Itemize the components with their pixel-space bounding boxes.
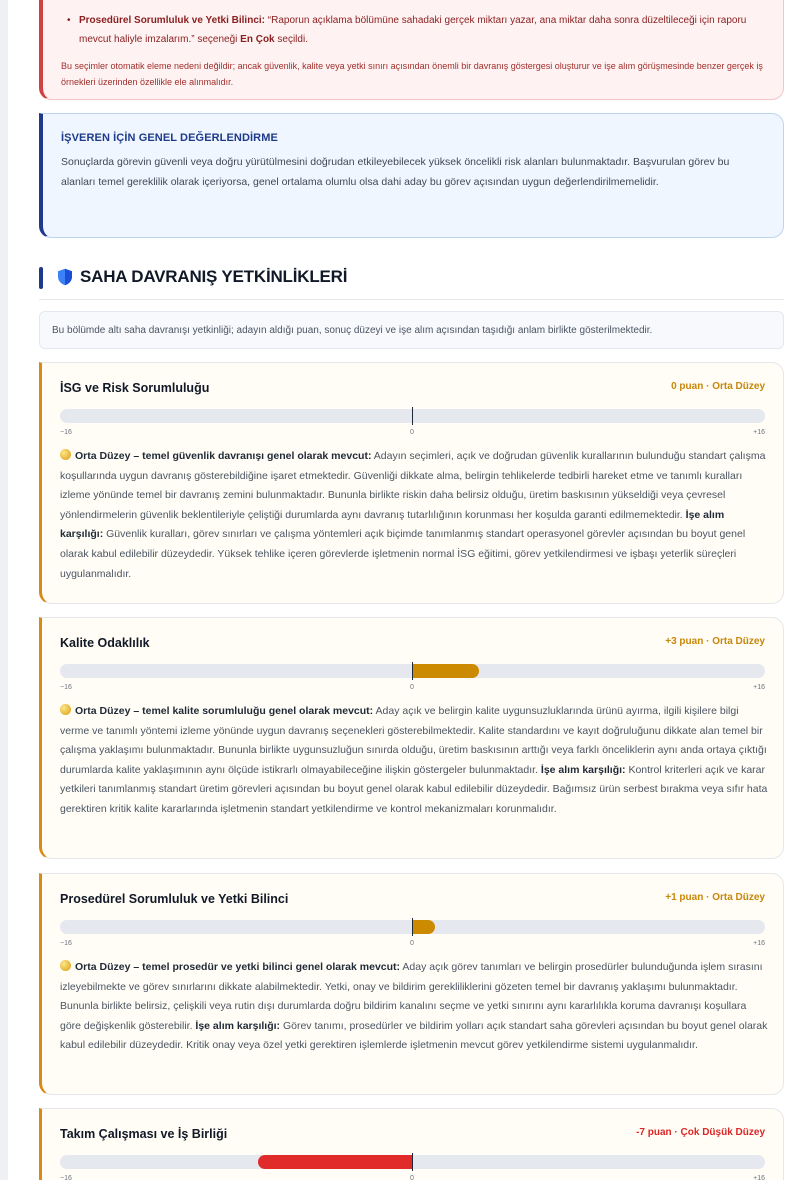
score-bar-zero-line <box>412 662 413 680</box>
critical-choices-alert <box>39 0 784 100</box>
scale-min-label: −16 <box>60 429 72 436</box>
score-bar <box>60 1155 765 1169</box>
shield-icon <box>57 268 73 286</box>
competency-title: İSG ve Risk Sorumluluğu <box>60 381 210 395</box>
competency-card <box>39 362 784 604</box>
competency-title: Kalite Odaklılık <box>60 636 150 650</box>
level-text: Adayın seçimleri, açık ve doğrudan güvenlik kurallarının bulunduğu standart çalışma koşullarında uygun davranış gösterebildiğine işaret etmektedir. Güvenliği dikkate alma, belirgin tehlikelerde tedbirli hareket etme ve tanımlı kuralları izleme yönünde temel bir davranış zemini bulunmaktadır. Bununla birlikte riskin daha belirsiz olduğu, üretim baskısının yükseldiği veya çevresel yönlendirmelerin güvenlik beklentileriyle çeliştiği durumlarda aynı davranış tutarlılığının korunması her koşulda garanti edilmemektedir. <box>60 450 766 521</box>
scale-max-label: +16 <box>753 940 765 947</box>
hire-text: Görev tanımı, prosedürler ve bildirim yolları açık standart saha görevleri açısından bu boyut genel olarak kabul edilebilir düzeydedir. Kritik onay veya özel yetki gerektiren işlemlerde işletmenin mevcut görev yetkilendirme sistemi uygulanmalıdır. <box>60 1019 768 1052</box>
level-heading: Orta Düzey – temel kalite sorumluluğu genel olarak mevcut: <box>75 705 374 717</box>
score-scale <box>60 940 765 950</box>
score-bar <box>60 409 765 423</box>
scale-max-label: +16 <box>753 1175 765 1180</box>
scale-min-label: −16 <box>60 684 72 691</box>
hire-text: Kontrol kriterleri açık ve karar yetkileri tanımlanmış standart üretim görevleri açısından bu boyut genel olarak kabul edilebilir düzeydedir. Bağımsız ürün serbest bırakma veya sıfır hata gerektiren kritik kalite kararlarında işletmenin standart yetkilendirme ve kontrol mekanizmaları korunmalıdır. <box>60 763 768 815</box>
employer-assessment-title: İŞVEREN İÇİN GENEL DEĞERLENDİRME <box>61 132 278 144</box>
critical-choice-end: seçildi. <box>274 34 308 45</box>
score-bar-fill <box>413 920 435 934</box>
critical-choice-label: Prosedürel Sorumluluk ve Yetki Bilinci: <box>79 15 265 26</box>
score-bar <box>60 664 765 678</box>
competency-title: Prosedürel Sorumluluk ve Yetki Bilinci <box>60 892 289 906</box>
scale-max-label: +16 <box>753 684 765 691</box>
page-scroll-gutter <box>0 0 8 1180</box>
section-header <box>39 264 784 300</box>
level-dot-icon <box>60 449 71 460</box>
scale-mid-label: 0 <box>410 429 414 436</box>
score-bar-zero-line <box>412 407 413 425</box>
competency-score: +3 puan · Orta Düzey <box>665 636 765 647</box>
competency-score: +1 puan · Orta Düzey <box>665 892 765 903</box>
competency-card <box>39 1108 784 1180</box>
score-bar <box>60 920 765 934</box>
level-text: Aday açık ve belirgin kalite uygunsuzluklarında ürünü ayırma, ilgili kişilere bilgi verme ve tanımlı yöntemi izleme yönünde uygun davranış seçenekleri gösterebilmektedir. Kalite standardını ve kayıt doğruluğunu dikkate alan temel bir çalışma yaklaşımı bulunmaktadır. Bununla birlikte uygunsuzluğun sınırda olduğu, üretim baskısının arttığı veya farklı önceliklerin aynı anda ortaya çıktığı durumlarda kalite yaklaşımının aynı ölçüde istikrarlı olmayabileceğine ilişkin göstergeler bulunmaktadır. <box>60 705 767 776</box>
section-intro: Bu bölümde altı saha davranışı yetkinliği; adayın aldığı puan, sonuç düzeyi ve işe alım açısından taşıdığı anlam birlikte gösterilmektedir. <box>39 311 784 349</box>
employer-assessment-box <box>39 113 784 238</box>
competency-card <box>39 617 784 859</box>
employer-assessment-text: Sonuçlarda görevin güvenli veya doğru yürütülmesini doğrudan etkileyebilecek yüksek öncelikli risk alanları bulunmaktadır. Başvurulan görev bu alanları temel gereklilik olarak içeriyorsa, genel ortalama olumlu olsa dahi aday bu görev açısından uygun değerlendirilmemelidir. <box>61 156 730 188</box>
hire-heading: İşe alım karşılığı: <box>537 763 626 776</box>
score-bar-zero-line <box>412 1153 413 1171</box>
competency-description <box>60 958 768 1056</box>
scale-min-label: −16 <box>60 1175 72 1180</box>
score-scale <box>60 684 765 694</box>
competency-description <box>60 447 768 584</box>
competency-score: 0 puan · Orta Düzey <box>671 381 765 392</box>
level-text: Aday açık görev tanımları ve belirgin prosedürler bulunduğunda işlem sırasını izleyebilmekte ve görev sınırlarını dikkate alabilmektedir. Yetki, onay ve bildirim gerekliliklerini gözeten temel bir davranış yaklaşımı bulunmaktadır. Bununla birlikte belirsiz, çelişkili veya rutin dışı durumlarda doğru bildirim kanalını seçme ve yetki sınırını aynı kararlılıkla koruma davranışı koşullara göre değişkenlik gösterebilir. <box>60 961 763 1032</box>
scale-max-label: +16 <box>753 429 765 436</box>
hire-heading: İşe alım karşılığı: <box>192 1019 281 1032</box>
competency-card <box>39 873 784 1095</box>
scale-mid-label: 0 <box>410 1175 414 1180</box>
competency-description <box>60 702 768 820</box>
scale-mid-label: 0 <box>410 684 414 691</box>
level-heading: Orta Düzey – temel güvenlik davranışı genel olarak mevcut: <box>75 450 372 462</box>
section-title: SAHA DAVRANIŞ YETKİNLİKLERİ <box>80 267 348 286</box>
score-scale <box>60 1175 765 1180</box>
critical-choices-note: Bu seçimler otomatik eleme nedeni değildir; ancak güvenlik, kalite veya yetki sınırı açısından önemli bir davranış göstergesi oluşturur ve işe alım görüşmesinde benzer gerçek iş örnekleri üzerinden özellikle ele alınmalıdır. <box>61 61 763 87</box>
hire-text: Güvenlik kuralları, görev sınırları ve çalışma yöntemleri açık biçimde tanımlanmış standart operasyonel görevler açısından bu boyut genel olarak kabul edilebilir düzeydedir. Yüksek tehlike içeren görevlerde işletmenin normal İSG eğitimi, görev yetkilendirmesi ve işbaşı yeterlik süreçleri uygulanmalıdır. <box>60 528 746 580</box>
scale-mid-label: 0 <box>410 940 414 947</box>
score-bar-fill <box>258 1155 412 1169</box>
section-accent-bar <box>39 267 43 289</box>
score-scale <box>60 429 765 439</box>
score-bar-zero-line <box>412 918 413 936</box>
score-bar-fill <box>413 664 479 678</box>
level-dot-icon <box>60 960 71 971</box>
level-heading: Orta Düzey – temel prosedür ve yetki bilinci genel olarak mevcut: <box>75 961 401 973</box>
hire-heading: İşe alım karşılığı: <box>60 508 725 541</box>
critical-choice-answer: En Çok <box>240 34 275 45</box>
level-dot-icon <box>60 704 71 715</box>
scale-min-label: −16 <box>60 940 72 947</box>
competency-title: Takım Çalışması ve İş Birliği <box>60 1127 228 1141</box>
critical-choice-text: “Raporun açıklama bölümüne sahadaki gerçek miktarı yazar, ana miktar daha sonra düzeltileceği için raporu mevcut haliyle imzalarım.” seçeneği <box>79 15 747 45</box>
competency-score: -7 puan · Çok Düşük Düzey <box>636 1127 765 1138</box>
critical-choice-item <box>61 11 763 49</box>
